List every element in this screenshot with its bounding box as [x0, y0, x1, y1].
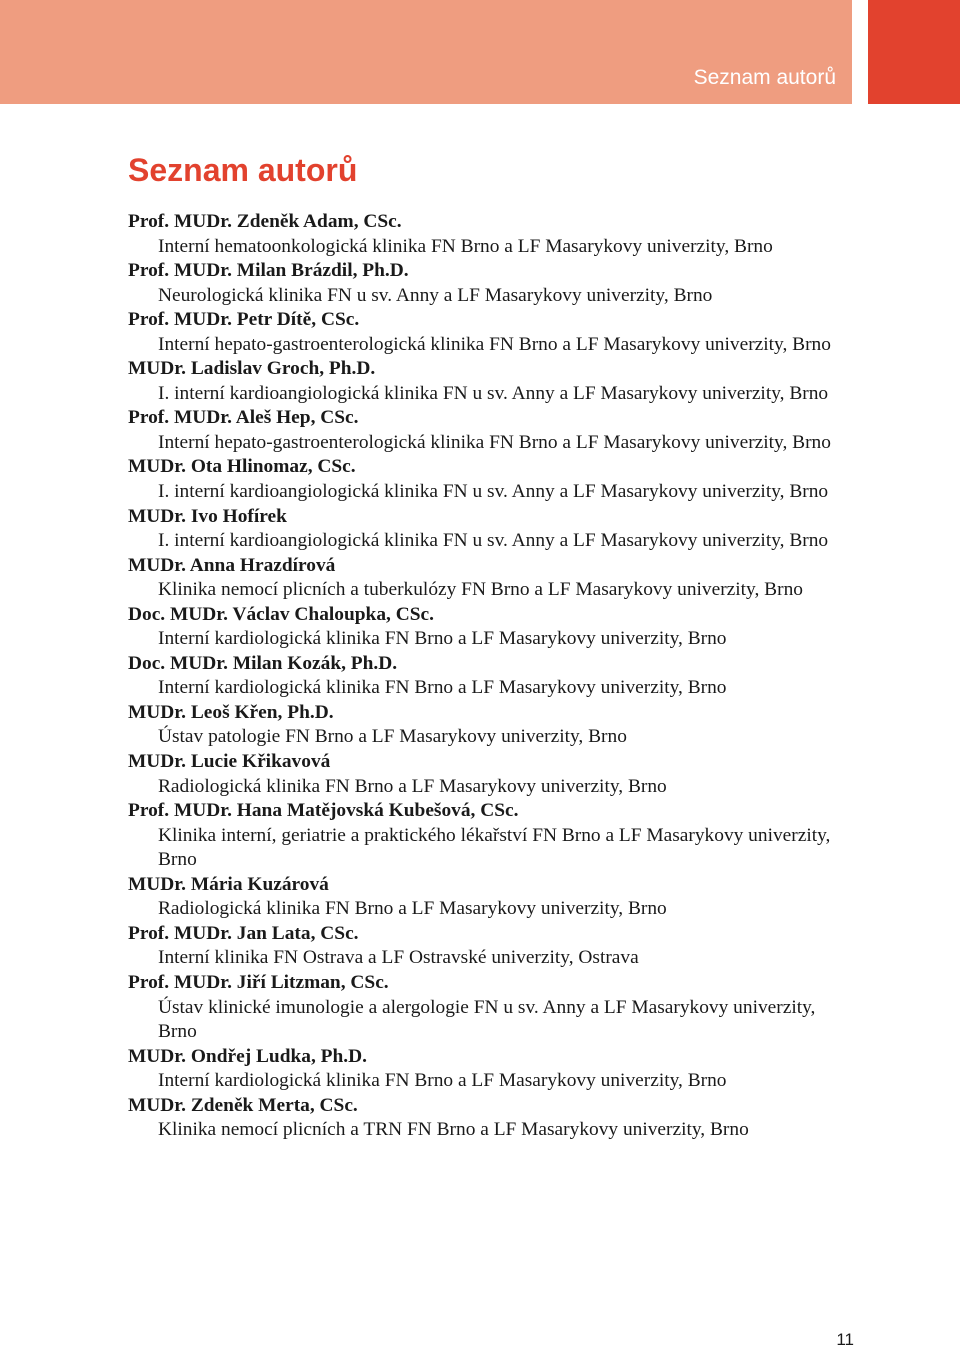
author-entry: [128, 652, 856, 701]
author-entry: [128, 554, 856, 603]
page-title: Seznam autorů: [128, 152, 358, 188]
author-affiliation: Radiologická klinika FN Brno a LF Masarykovy univerzity, Brno: [158, 775, 667, 797]
author-affiliation: Ústav klinické imunologie a alergologie FN u sv. Anny a LF Masarykovy univerzity, Brno: [158, 996, 816, 1043]
author-affiliation: I. interní kardioangiologická klinika FN u sv. Anny a LF Masarykovy univerzity, Brno: [158, 530, 829, 552]
author-name: Prof. MUDr. Jan Lata, CSc.: [128, 922, 359, 944]
author-name: MUDr. Anna Hrazdírová: [128, 554, 336, 576]
author-name: Doc. MUDr. Václav Chaloupka, CSc.: [128, 603, 434, 625]
author-entry: [128, 455, 856, 504]
author-name: MUDr. Ladislav Groch, Ph.D.: [128, 358, 376, 380]
author-affiliation: Interní kardiologická klinika FN Brno a LF Masarykovy univerzity, Brno: [158, 1070, 727, 1092]
author-list: [128, 210, 856, 1143]
author-entry: [128, 799, 856, 873]
author-affiliation: I. interní kardioangiologická klinika FN u sv. Anny a LF Masarykovy univerzity, Brno: [158, 382, 829, 404]
author-entry: [128, 308, 856, 357]
author-affiliation: Ústav patologie FN Brno a LF Masarykovy univerzity, Brno: [158, 726, 627, 748]
author-entry: [128, 1094, 856, 1143]
author-name: MUDr. Ondřej Ludka, Ph.D.: [128, 1045, 368, 1067]
author-entry: [128, 259, 856, 308]
author-entry: [128, 750, 856, 799]
author-affiliation: Interní hematoonkologická klinika FN Brno a LF Masarykovy univerzity, Brno: [158, 235, 773, 257]
author-affiliation: Interní hepato-gastroenterologická klinika FN Brno a LF Masarykovy univerzity, Brno: [158, 431, 831, 453]
author-entry: [128, 603, 856, 652]
running-head: Seznam autorů: [693, 66, 836, 89]
author-name: Prof. MUDr. Hana Matějovská Kubešová, CSc.: [128, 800, 519, 822]
author-affiliation: Interní klinika FN Ostrava a LF Ostravské univerzity, Ostrava: [158, 947, 639, 969]
author-name: Prof. MUDr. Aleš Hep, CSc.: [128, 407, 359, 429]
author-entry: [128, 922, 856, 971]
author-entry: [128, 873, 856, 922]
author-affiliation: Klinika nemocí plicních a tuberkulózy FN Brno a LF Masarykovy univerzity, Brno: [158, 579, 803, 601]
author-name: Doc. MUDr. Milan Kozák, Ph.D.: [128, 652, 398, 674]
author-name: Prof. MUDr. Jiří Litzman, CSc.: [128, 971, 389, 993]
author-affiliation: Radiologická klinika FN Brno a LF Masarykovy univerzity, Brno: [158, 898, 667, 920]
author-name: MUDr. Leoš Křen, Ph.D.: [128, 701, 334, 723]
author-affiliation: Interní hepato-gastroenterologická klinika FN Brno a LF Masarykovy univerzity, Brno: [158, 333, 831, 355]
author-entry: [128, 406, 856, 455]
author-name: Prof. MUDr. Petr Dítě, CSc.: [128, 309, 360, 331]
author-entry: [128, 1045, 856, 1094]
author-affiliation: Klinika nemocí plicních a TRN FN Brno a LF Masarykovy univerzity, Brno: [158, 1119, 749, 1141]
author-affiliation: Neurologická klinika FN u sv. Anny a LF Masarykovy univerzity, Brno: [158, 284, 713, 306]
author-affiliation: Klinika interní, geriatrie a praktického lékařství FN Brno a LF Masarykovy univerzity, Brno: [158, 824, 831, 871]
author-name: MUDr. Zdeněk Merta, CSc.: [128, 1094, 358, 1116]
author-affiliation: I. interní kardioangiologická klinika FN u sv. Anny a LF Masarykovy univerzity, Brno: [158, 481, 829, 503]
author-affiliation: Interní kardiologická klinika FN Brno a LF Masarykovy univerzity, Brno: [158, 628, 727, 650]
author-entry: [128, 971, 856, 1045]
author-name: Prof. MUDr. Milan Brázdil, Ph.D.: [128, 260, 409, 282]
author-entry: [128, 701, 856, 750]
author-name: MUDr. Ota Hlinomaz, CSc.: [128, 456, 356, 478]
author-entry: [128, 210, 856, 259]
author-entry: [128, 357, 856, 406]
author-name: MUDr. Mária Kuzárová: [128, 873, 329, 895]
author-entry: [128, 505, 856, 554]
author-name: Prof. MUDr. Zdeněk Adam, CSc.: [128, 211, 402, 232]
author-name: MUDr. Lucie Křikavová: [128, 751, 331, 773]
author-name: MUDr. Ivo Hofírek: [128, 505, 287, 527]
author-affiliation: Interní kardiologická klinika FN Brno a LF Masarykovy univerzity, Brno: [158, 677, 727, 699]
page-number: 11: [836, 1330, 854, 1349]
header-accent-block: [868, 0, 960, 104]
